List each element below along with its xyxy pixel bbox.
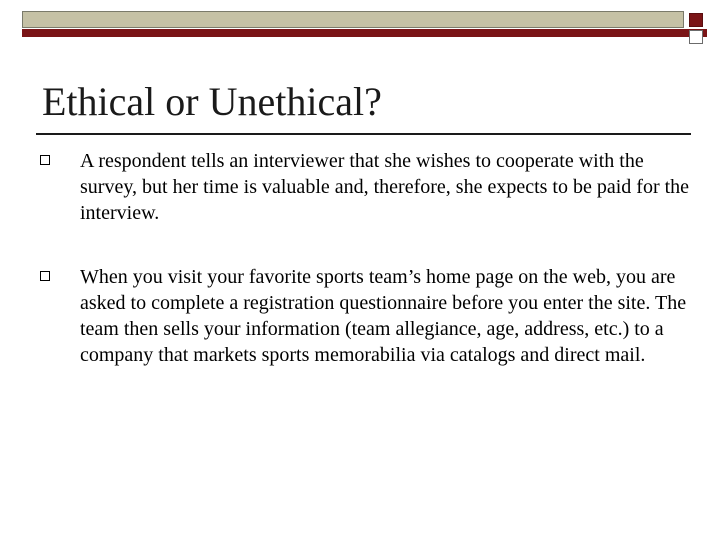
slide-title: Ethical or Unethical?: [42, 79, 382, 124]
hollow-square-icon: [40, 271, 50, 281]
header-band: [22, 11, 684, 28]
bullet-list: [40, 148, 690, 368]
hollow-square-icon: [40, 155, 50, 165]
bullet-item: [40, 148, 690, 226]
bullet-text: When you visit your favorite sports team’s home page on the web, you are asked to complete a registration questionnaire before you enter the site. The team then sells your information (team allegiance, age, address, etc.) to a company that markets sports memorabilia via catalogs and direct mail.: [80, 266, 687, 366]
corner-square-filled-icon: [689, 13, 703, 27]
header-rule: [22, 29, 707, 37]
bullet-item: [40, 264, 690, 368]
corner-square-outline-icon: [689, 30, 703, 44]
title-divider: [36, 133, 691, 135]
bullet-text: A respondent tells an interviewer that she wishes to cooperate with the survey, but her time is valuable and, therefore, she expects to be paid for the interview.: [80, 150, 690, 224]
